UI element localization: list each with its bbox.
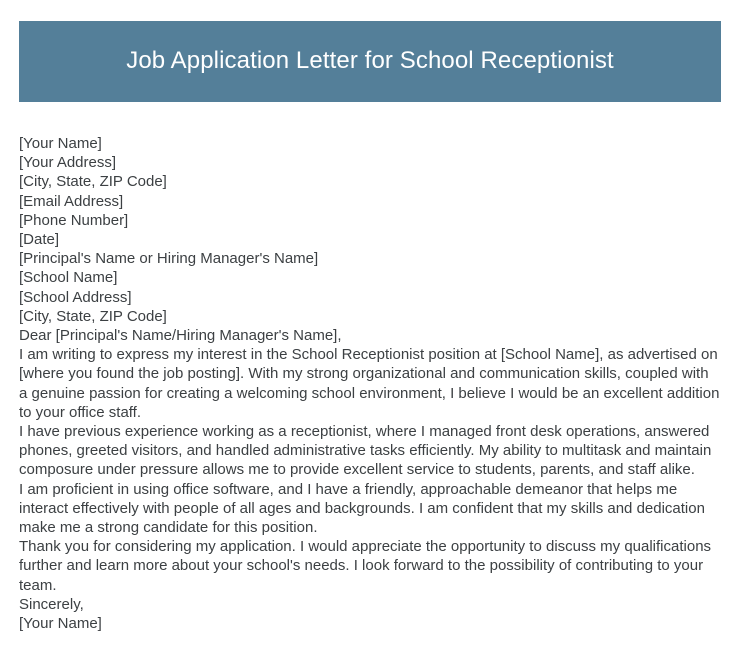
letter-paragraph-4: Thank you for considering my application. I would appreciate the opportunity to discuss my qualifications further and learn more about your school's needs. I look forward to the possibility of contributing to your team. <box>19 538 712 594</box>
recipient-address-block <box>19 249 721 326</box>
letter-paragraph-3: I am proficient in using office software, and I have a friendly, approachable demeanor that helps me interact effectively with people of all ages and backgrounds. I am confident that my skills and dedication make me a strong candidate for this position. <box>19 480 705 537</box>
letter-closing: Sincerely, <box>19 595 84 613</box>
recipient-line-school-name: [School Name] <box>19 269 118 287</box>
recipient-line-name: [Principal's Name or Hiring Manager's Name] <box>19 250 319 268</box>
recipient-line-school-address: [School Address] <box>19 288 132 306</box>
sender-line-email: [Email Address] <box>19 192 124 210</box>
recipient-line-city-state-zip: [City, State, ZIP Code] <box>19 307 167 325</box>
sender-line-name: [Your Name] <box>19 135 102 152</box>
letter-signature: [Your Name] <box>19 615 102 633</box>
sender-address-block <box>19 134 721 249</box>
page-title: Job Application Letter for School Receptionist <box>126 47 614 75</box>
sender-line-city-state-zip: [City, State, ZIP Code] <box>19 173 167 191</box>
letter-paragraph-2: I have previous experience working as a receptionist, where I managed front desk operations, answered phones, greeted visitors, and handled administrative tasks efficiently. My ability to multitask and maintain composure under pressure allows me to provide excellent service to students, parents, and staff alike. <box>19 423 712 479</box>
letter-salutation: Dear [Principal's Name/Hiring Manager's Name], <box>19 327 342 345</box>
sender-line-phone: [Phone Number] <box>19 211 129 229</box>
letter-content <box>19 134 721 633</box>
sender-line-address: [Your Address] <box>19 154 117 172</box>
letter-paragraph-1: I am writing to express my interest in the School Receptionist position at [School Name], as advertised on [where you found the job posting]. With my strong organizational and communication skills, coupled with a genuine passion for creating a welcoming school environment, I believe I would be an excellent addition to your office staff. <box>19 346 720 421</box>
sender-line-date: [Date] <box>19 231 60 249</box>
document-header-banner <box>19 21 721 102</box>
